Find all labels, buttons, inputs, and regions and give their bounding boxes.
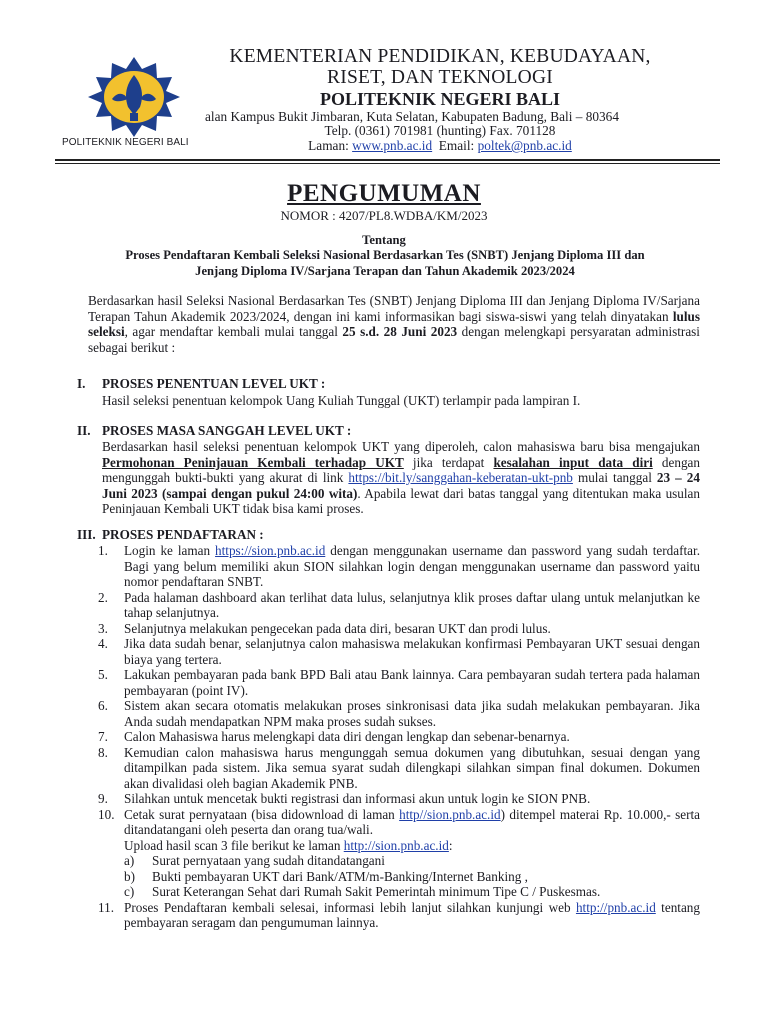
intro-text-2: , agar mendaftar kembali mulai tanggal <box>124 324 343 339</box>
institution-name: POLITEKNIK NEGERI BALI <box>319 89 561 109</box>
step-text: ) ditempel materai Rp. 10.000,- serta ditandatangani oleh peserta dan orang tua/wali. <box>124 806 701 837</box>
section-3-number: III. <box>77 527 96 542</box>
ministry-line-1: KEMENTERIAN PENDIDIKAN, KEBUDAYAAN, <box>229 46 651 67</box>
web-line <box>190 138 690 154</box>
step-text: Sistem akan secara otomatis melakukan proses sinkronisasi data jika sudah melakukan pembayaran. Jika Anda sudah mendapatkan NPM maka proses sudah sukses. <box>124 698 700 729</box>
step-number: 11. <box>98 899 114 915</box>
step-item <box>98 667 700 698</box>
step-text: dengan menggunakan username dan password yang sudah terdaftar. Bagi yang belum memiliki akun SION silahkan login dengan menggunakan username dan password yaitu nomor pendaftaran SNBT. <box>124 543 700 589</box>
s2-emphasis-kesalahan: kesalahan input data diri <box>493 454 653 470</box>
step-text: Proses Pendaftaran kembali selesai, informasi lebih lanjut silahkan kunjungi web <box>124 899 576 915</box>
section-3-title: PROSES PENDAFTARAN : <box>102 527 264 542</box>
step-text: Kemudian calon mahasiswa harus mengunggah semua dokumen yang dibutuhkan, sesuai dengan yang ditampilkan pada sistem. Jika semua syarat sudah dilengkapi silahkan simpan final dokumen. Dokumen akan divalidasi oleh bagian Akademik PNB. <box>124 744 700 791</box>
intro-paragraph <box>88 293 700 355</box>
subject-line-2: Jenjang Diploma IV/Sarjana Terapan dan Tahun Akademik 2023/2024 <box>195 263 575 278</box>
s2-text-3: dengan mengunggah bukti-bukti yang akurat di link <box>102 454 700 485</box>
section-2-title: PROSES MASA SANGGAH LEVEL UKT : <box>102 423 352 438</box>
step-number: 9. <box>98 791 108 806</box>
step-item <box>98 636 700 667</box>
letterhead-rule-thin <box>55 163 720 164</box>
ministry-line-2: RISET, DAN TEKNOLOGI <box>327 67 553 88</box>
step-number: 3. <box>98 620 108 636</box>
step-text: Jika data sudah benar, selanjutnya calon mahasiswa melakukan konfirmasi Pembayaran UKT sesuai dengan biaya yang tertera. <box>124 636 700 667</box>
step-number: 7. <box>98 729 108 744</box>
website-link[interactable]: www.pnb.ac.id <box>352 138 433 153</box>
step-item <box>98 806 701 900</box>
web-label: Laman: <box>308 138 349 153</box>
upload-item-text: Surat pernyataan yang sudah ditandatangani <box>152 853 385 868</box>
address-line: alan Kampus Bukit Jimbaran, Kuta Selatan, Kabupaten Badung, Bali – 80364 <box>205 109 619 124</box>
step-number: 2. <box>98 589 108 605</box>
upload-item-text: Surat Keterangan Sehat dari Rumah Sakit Pemerintah minimum Tipe C / Puskesmas. <box>152 884 601 899</box>
phone-line: Telp. (0361) 701981 (hunting) Fax. 701128 <box>324 123 556 138</box>
email-link[interactable]: poltek@pnb.ac.id <box>477 138 572 153</box>
s2-emphasis-permohonan: Permohonan Peninjauan Kembali terhadap UKT <box>102 454 404 470</box>
s2-text-1: Berdasarkan hasil seleksi penentuan kelompok UKT yang diperoleh, calon mahasiswa baru bisa mengajukan <box>102 439 700 454</box>
step-text: Lakukan pembayaran pada bank BPD Bali atau Bank lainnya. Cara pembayaran sudah tertera pada halaman pembayaran (point IV). <box>124 667 700 698</box>
document-title: PENGUMUMAN <box>287 180 481 207</box>
document-number: NOMOR : 4207/PL8.WDBA/KM/2023 <box>280 208 488 223</box>
sion-link[interactable]: https://sion.pnb.ac.id <box>215 543 326 558</box>
document-subject <box>60 248 710 279</box>
intro-bold-date: 25 s.d. 28 Juni 2023 <box>342 324 458 339</box>
pnb-website-link[interactable]: http://pnb.ac.id <box>575 899 656 915</box>
upload-item-letter: a) <box>124 853 135 868</box>
upload-item <box>124 869 700 885</box>
section-1-number: I. <box>77 376 86 391</box>
upload-item <box>124 853 700 869</box>
step-text: tentang pembayaran seragam dan pengumuman lainnya. <box>124 899 700 930</box>
logo-caption: POLITEKNIK NEGERI BALI <box>62 137 189 148</box>
step-number: 5. <box>98 667 108 682</box>
section-2-body <box>102 439 700 517</box>
step-text: Login ke laman <box>124 543 216 558</box>
tentang-label: Tentang <box>362 233 406 247</box>
upload-item-text: Bukti pembayaran UKT dari Bank/ATM/m-Banking/Internet Banking , <box>152 868 528 884</box>
step-item <box>98 729 700 745</box>
step-item <box>98 589 700 621</box>
upload-file-list <box>124 853 700 900</box>
section-1-body: Hasil seleksi penentuan kelompok Uang Kuliah Tunggal (UKT) terlampir pada lampiran I. <box>102 393 581 408</box>
subject-line-1: Proses Pendaftaran Kembali Seleksi Nasional Berdasarkan Tes (SNBT) Jenjang Diploma III dan <box>125 248 645 262</box>
step-text: Pada halaman dashboard akan terlihat data lulus, selanjutnya klik proses daftar ulang untuk melanjutkan ke tahap selanjutnya. <box>124 589 700 620</box>
pnb-logo-icon <box>86 55 182 139</box>
upload-item <box>124 884 700 900</box>
step-item <box>98 620 700 637</box>
upload-text: Upload hasil scan 3 file berikut ke laman <box>124 837 344 853</box>
step-item <box>98 899 700 931</box>
intro-text: Berdasarkan hasil Seleksi Nasional Berdasarkan Tes (SNBT) Jenjang Diploma III dan Jenjang Diploma IV/Sarjana Terapan Tahun Akademik 2023/2024, dengan ini kami informasikan bagi siswa-siswi yang telah dinyatakan <box>88 293 700 324</box>
step-number: 10. <box>98 806 115 822</box>
registration-steps <box>98 543 701 931</box>
letterhead-rule <box>55 159 720 161</box>
step-item <box>98 543 700 590</box>
step-item <box>98 791 700 807</box>
sion-download-link[interactable]: http//sion.pnb.ac.id <box>399 806 501 822</box>
upload-item-letter: b) <box>124 868 135 884</box>
sion-upload-link[interactable]: http://sion.pnb.ac.id <box>343 837 449 853</box>
s2-text-5: . Apabila lewat dari batas tanggal yang ditentukan maka usulan Peninjauan Kembali UKT tidak bisa kami proses. <box>102 485 700 516</box>
section-2-number: II. <box>77 423 91 438</box>
step-number: 1. <box>98 543 108 558</box>
s2-text-4: mulai tanggal <box>572 470 657 485</box>
step-number: 8. <box>98 744 108 760</box>
s2-bold-dates: 23 – 24 Juni 2023 (sampai dengan pukul 24:00 wita) <box>102 470 700 501</box>
sanggahan-link[interactable]: https://bit.ly/sanggahan-keberatan-ukt-pnb <box>348 470 573 485</box>
step-text: Calon Mahasiswa harus melengkapi data diri dengan lengkap dan sebenar-benarnya. <box>124 729 570 744</box>
step-text: Silahkan untuk mencetak bukti registrasi dan informasi akun untuk login ke SION PNB. <box>124 791 591 806</box>
step-number: 6. <box>98 698 108 713</box>
intro-text-3: dengan melengkapi persyaratan administrasi sebagai berikut : <box>88 324 700 355</box>
step-item <box>98 744 700 792</box>
step-text: Cetak surat pernyataan (bisa didownload di laman <box>124 806 400 822</box>
s2-text-2: jika terdapat <box>403 454 494 470</box>
email-label: Email: <box>438 138 475 153</box>
upload-item-letter: c) <box>124 884 135 899</box>
intro-bold-lulus: lulus seleksi <box>88 308 700 339</box>
step-text: Selanjutnya melakukan pengecekan pada data diri, besaran UKT dan prodi lulus. <box>124 620 551 636</box>
step-number: 4. <box>98 636 108 651</box>
step-item <box>98 698 700 729</box>
section-1-title: PROSES PENENTUAN LEVEL UKT : <box>102 376 326 391</box>
upload-text-end: : <box>448 837 453 853</box>
